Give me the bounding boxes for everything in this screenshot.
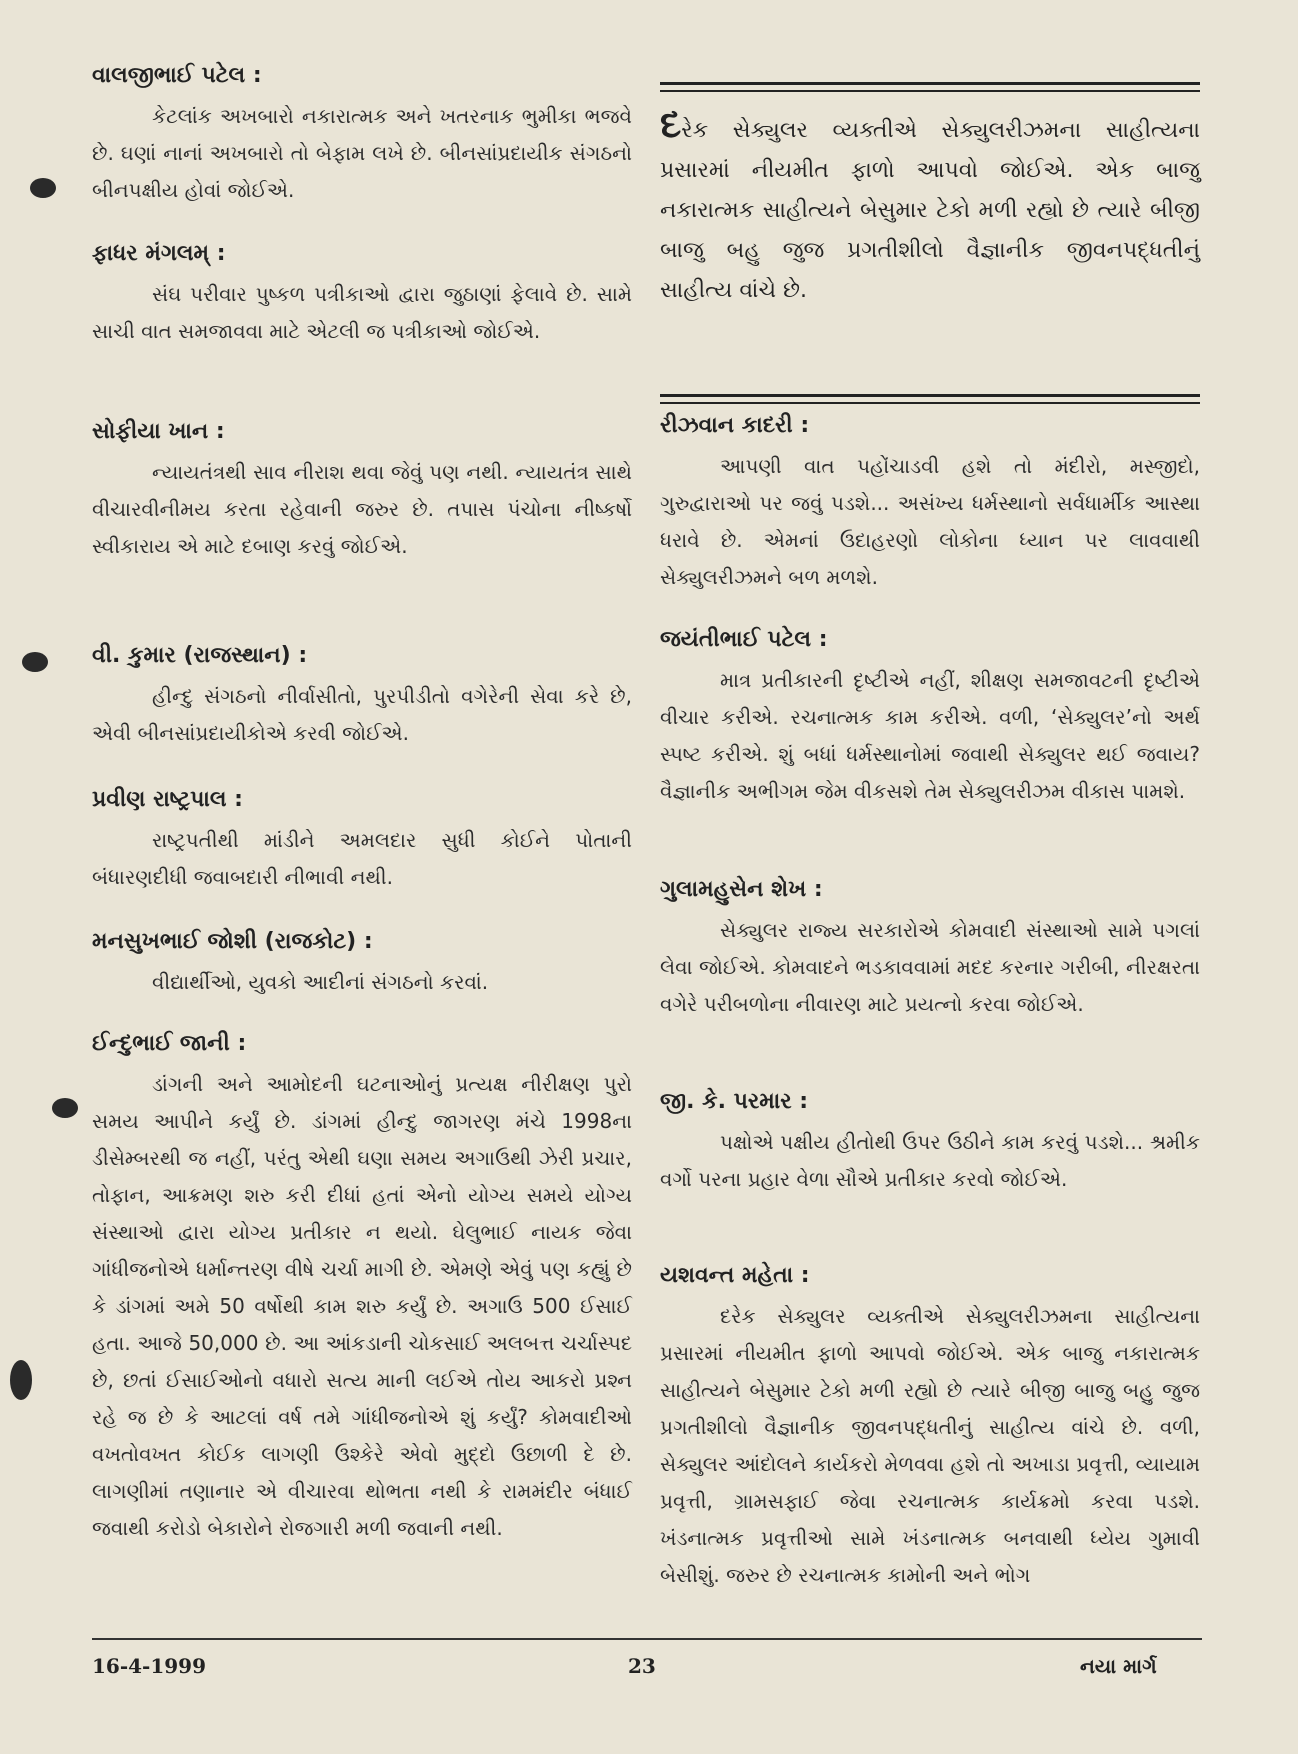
entry [660,412,1200,606]
speaker-name: મનસુખભાઈ જોશી (રાજકોટ) : [92,929,373,954]
pull-quote-top-rule [660,82,1200,85]
speaker-name: ઈન્દુભાઈ જાની : [92,1031,247,1056]
entry-text: કેટલાંક અખબારો નકારાત્મક અને ખતરનાક ભુમીકા ભજવે છે. ઘણાં નાનાં અખબારો તો બેફામ લખે છે. બીનસાંપ્રદાયીક સંગઠનો બીનપક્ષીય હોવાં જોઈએ. [92,104,632,202]
entry-text: રાષ્ટ્રપતીથી માંડીને અમલદાર સુધી કોઈને પોતાની બંધારણદીધી જવાબદારી નીભાવી નથી. [92,828,632,889]
speaker-name: વાલજીભાઈ પટેલ : [92,63,262,88]
speaker-name: યશવન્ત મહેતા : [660,1263,810,1288]
paper-damage-mark [52,1098,78,1118]
entry [92,240,632,360]
entry [92,928,632,1011]
drop-cap: દ [660,102,682,146]
speaker-name: રીઝવાન કાદરી : [660,413,810,438]
paper-damage-mark [30,178,56,198]
pull-quote-box [660,72,1200,412]
speaker-name: પ્રવીણ રાષ્ટ્રપાલ : [92,787,243,812]
entry [660,1262,1200,1604]
page-number: 23 [628,1654,656,1678]
pull-quote-body: રેક સેક્યુલર વ્યક્તીએ સેક્યુલરીઝમના સાહીત્યના પ્રસારમાં નીયમીત ફાળો આપવો જોઈએ. એક બાજુ નકારાત્મક સાહીત્યને બેસુમાર ટેકો મળી રહ્યો છે ત્યારે બીજી બાજુ બહુ જુજ પ્રગતીશીલો વૈજ્ઞાનીક જીવનપદ્ધતીનું સાહીત્ય વાંચે છે. [660,118,1200,303]
entry [92,642,632,762]
footer-rule [92,1638,1202,1640]
entry [92,418,632,575]
speaker-name: ગુલામહુસેન શેખ : [660,877,823,902]
entry-text: માત્ર પ્રતીકારની દૃષ્ટીએ નહીં, શીક્ષણ સમજાવટની દૃષ્ટીએ વીચાર કરીએ. રચનાત્મક કામ કરીએ. વળી, ‘સેક્યુલર’નો અર્થ સ્પષ્ટ કરીએ. શું બધાં ધર્મસ્થાનોમાં જવાથી સેક્યુલર થઈ જવાય? વૈજ્ઞાનીક અભીગમ જેમ વીકસશે તેમ સેક્યુલરીઝમ વીકાસ પામશે. [660,668,1200,803]
footer-date: 16-4-1999 [92,1654,207,1678]
speaker-name: જી. કે. પરમાર : [660,1089,809,1114]
entry-text: વીદ્યાર્થીઓ, યુવકો આદીનાં સંગઠનો કરવાં. [152,970,489,994]
entry [92,62,632,219]
entry [92,1030,632,1557]
entry [92,786,632,906]
entry-text: પક્ષોએ પક્ષીય હીતોથી ઉપર ઉઠીને કામ કરવું પડશે... શ્રમીક વર્ગો પરના પ્રહાર વેળા સૌએ પ્રતીકાર કરવો જોઈએ. [660,1130,1200,1191]
entry-text: સેક્યુલર રાજ્ય સરકારોએ કોમવાદી સંસ્થાઓ સામે પગલાં લેવા જોઈએ. કોમવાદને ભડકાવવામાં મદદ કરનાર ગરીબી, નીરક્ષરતા વગેરે પરીબળોના નીવારણ માટે પ્રયત્નો કરવા જોઈએ. [660,918,1200,1016]
paper-damage-mark [10,1360,32,1400]
publication-name: નયા માર્ગ [1080,1654,1157,1678]
paper-damage-mark [22,652,48,672]
entry-text: હીન્દુ સંગઠનો નીર્વાસીતો, પુરપીડીતો વગેરેની સેવા કરે છે, એવી બીનસાંપ્રદાયીકોએ કરવી જોઈએ. [92,684,632,745]
speaker-name: ફાધર મંગલમ્ : [92,241,226,266]
entry-text: આપણી વાત પહોંચાડવી હશે તો મંદીરો, મસ્જીદો, ગુરુદ્વારાઓ પર જવું પડશે... અસંખ્ય ધર્મસ્થાનો સર્વધાર્મીક આસ્થા ધરાવે છે. એમનાં ઉદાહરણો લોકોના ધ્યાન પર લાવવાથી સેક્યુલરીઝમને બળ મળશે. [660,454,1200,589]
entry [660,876,1200,1033]
entry [660,1088,1200,1208]
speaker-name: વી. કુમાર (રાજસ્થાન) : [92,643,308,668]
entry [660,626,1200,820]
entry-text: ન્યાયતંત્રથી સાવ નીરાશ થવા જેવું પણ નથી. ન્યાયતંત્ર સાથે વીચારવીનીમય કરતા રહેવાની જરુર છે. તપાસ પંચોના નીષ્કર્ષો સ્વીકારાય એ માટે દબાણ કરવું જોઈએ. [92,460,632,558]
entry-text: સંઘ પરીવાર પુષ્કળ પત્રીકાઓ દ્વારા જુઠાણાં ફેલાવે છે. સામે સાચી વાત સમજાવવા માટે એટલી જ પત્રીકાઓ જોઈએ. [92,282,632,343]
pull-quote-bottom-rule [660,394,1200,397]
entry-text: દરેક સેક્યુલર વ્યક્તીએ સેક્યુલરીઝમના સાહીત્યના પ્રસારમાં નીયમીત ફાળો આપવો જોઈએ. એક બાજુ નકારાત્મક સાહીત્યને બેસુમાર ટેકો મળી રહ્યો છે ત્યારે બીજી બાજુ બહુ જુજ પ્રગતીશીલો વૈજ્ઞાનીક જીવનપદ્ધતીનું સાહીત્ય વાંચે છે. વળી, સેક્યુલર આંદોલને કાર્યકરો મેળવવા હશે તો અખાડા પ્રવૃત્તી, વ્યાયામ પ્રવૃત્તી, ગ્રામસફાઈ જેવા રચનાત્મક કાર્યક્રમો કરવા પડશે. ખંડનાત્મક પ્રવૃત્તીઓ સામે ખંડનાત્મક બનવાથી ધ્યેય ગુમાવી બેસીશું. જરુર છે રચનાત્મક કામોની અને ભોગ [660,1304,1200,1587]
pull-quote-text [660,104,1200,311]
speaker-name: જયંતીભાઈ પટેલ : [660,627,828,652]
speaker-name: સોફીયા ખાન : [92,419,225,444]
entry-text: ડાંગની અને આમોદની ઘટનાઓનું પ્રત્યક્ષ નીરીક્ષણ પુરો સમય આપીને કર્યું છે. ડાંગમાં હીન્દુ જાગરણ મંચે 1998ના ડીસેમ્બરથી જ નહીં, પરંતુ એથી ઘણા સમય અગાઉથી ઝેરી પ્રચાર, તોફાન, આક્રમણ શરુ કરી દીધાં હતાં એનો યોગ્ય સમયે યોગ્ય સંસ્થાઓ દ્વારા યોગ્ય પ્રતીકાર ન થયો. ઘેલુભાઈ નાયક જેવા ગાંધીજનોએ ધર્માન્તરણ વીષે ચર્ચા માગી છે. એમણે એવું પણ કહ્યું છે કે ડાંગમાં અમે 50 વર્ષોથી કામ શરુ કર્યું છે. અગાઉ 500 ઈસાઈ હતા. આજે 50,000 છે. આ આંકડાની ચોકસાઈ અલબત્ત ચર્ચાસ્પદ છે, છતાં ઈસાઈઓનો વધારો સત્ય માની લઈએ તોય આકરો પ્રશ્ન રહે જ છે કે આટલાં વર્ષ તમે ગાંધીજનોએ શું કર્યું? કોમવાદીઓ વખતોવખત કોઈક લાગણી ઉશ્કેરે એવો મુદ્દો ઉછાળી દે છે. લાગણીમાં તણાનાર એ વીચારવા થોભતા નથી કે રામમંદીર બંધાઈ જવાથી કરોડો બેકારોને રોજગારી મળી જવાની નથી. [92,1072,632,1540]
